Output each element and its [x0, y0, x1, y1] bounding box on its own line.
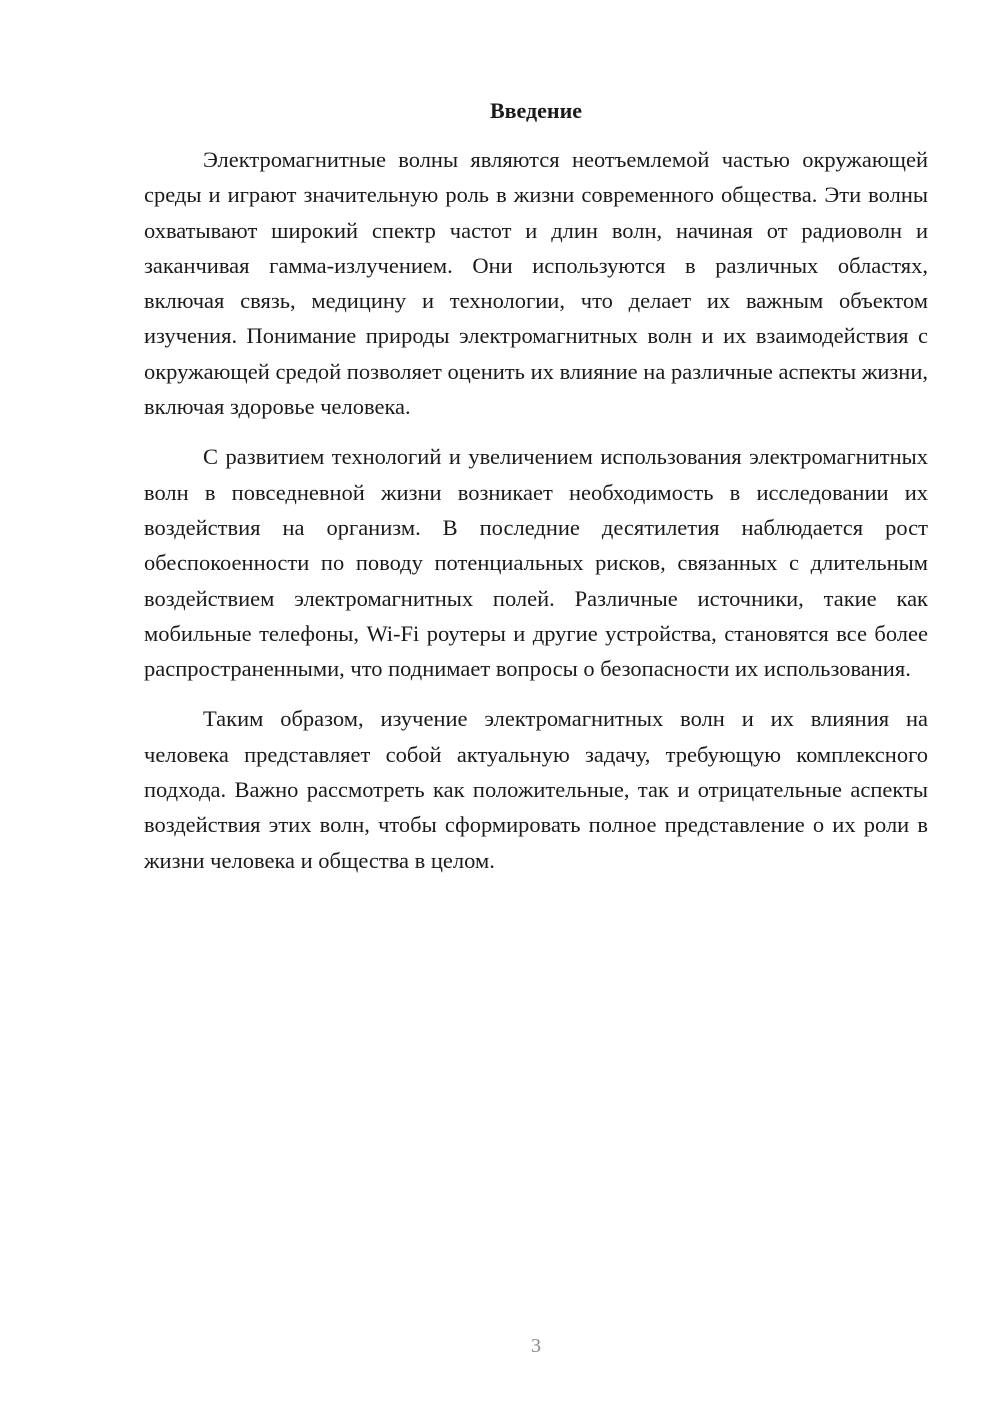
paragraph-3: Таким образом, изучение электромагнитных волн и их влияния на человека представляет собой актуальную задачу, требующую комплексного подхода. Важно рассмотреть как положительные, так и отрицательные аспекты воздействия этих волн, чтобы сформировать полное представление о их роли в жизни человека и общества в целом.: [144, 706, 928, 873]
paragraph-2: С развитием технологий и увеличением использования электромагнитных волн в повседневной жизни возникает необходимость в исследовании их воздействия на организм. В последние десятилетия наблюдается рост обеспокоенности по поводу потенциальных рисков, связанных с длительным воздействием электромагнитных полей. Различные источники, такие как мобильные телефоны, Wi-Fi роутеры и другие устройства, становятся все более распространенными, что поднимает вопросы о безопасности их использования.: [144, 444, 928, 682]
page-number: 3: [531, 1335, 541, 1357]
paragraph-1: Электромагнитные волны являются неотъемлемой частью окружающей среды и играют значительную роль в жизни современного общества. Эти волны охватывают широкий спектр частот и длин волн, начиная от радиоволн и заканчивая гамма-излучением. Они используются в различных областях, включая связь, медицину и технологии, что делает их важным объектом изучения. Понимание природы электромагнитных волн и их взаимодействия с окружающей средой позволяет оценить их влияние на различные аспекты жизни, включая здоровье человека.: [144, 147, 928, 420]
body-text: [144, 142, 928, 878]
section-heading: Введение: [489, 98, 583, 123]
